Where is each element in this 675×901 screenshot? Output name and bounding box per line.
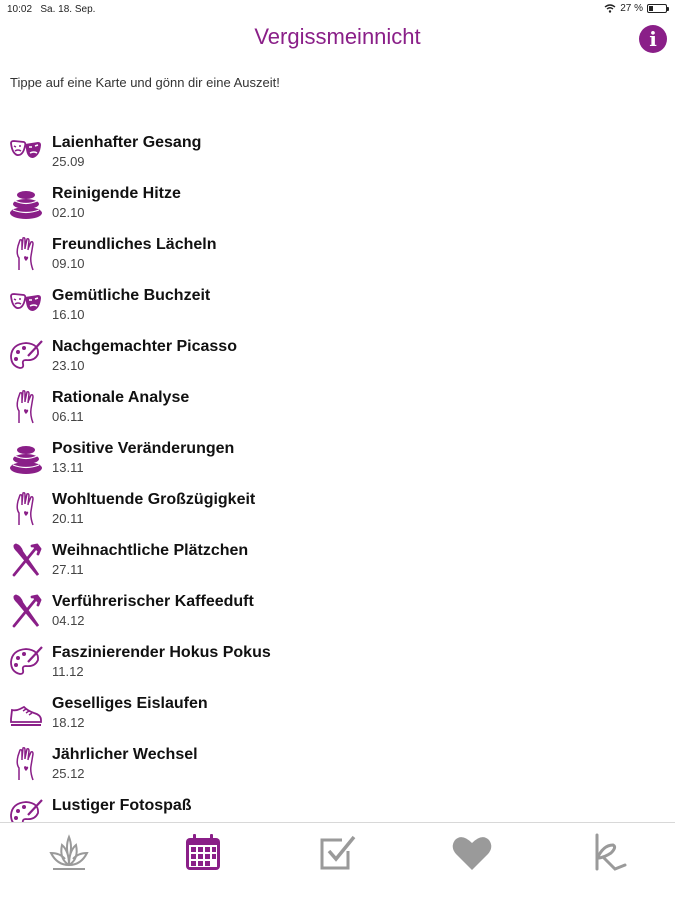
tab-checkbox[interactable] (316, 831, 360, 875)
instruction-text: Tippe auf eine Karte und gönn dir eine Auszeit! (10, 75, 280, 90)
card-list-item[interactable] (0, 336, 675, 387)
battery-icon (647, 4, 667, 13)
card-list (0, 132, 675, 822)
calendar-icon (181, 831, 225, 875)
hot-stones-icon (8, 185, 44, 221)
card-date: 11.12 (52, 664, 84, 679)
card-title: Reinigende Hitze (52, 185, 181, 202)
hand-heart-icon (8, 491, 44, 527)
fork-knife-icon (8, 542, 44, 578)
page-title: Vergissmeinnicht (254, 24, 421, 49)
hand-heart-icon (8, 389, 44, 425)
card-title: Verführerischer Kaffeeduft (52, 593, 254, 610)
battery-percent: 27 % (620, 3, 643, 14)
theater-masks-icon (8, 134, 44, 170)
card-date: 27.11 (52, 562, 84, 577)
tab-lotus[interactable] (47, 831, 91, 875)
card-date: 02.10 (52, 205, 85, 220)
card-date: 06.11 (52, 409, 84, 424)
hot-stones-icon (8, 440, 44, 476)
card-date: 09.10 (52, 256, 85, 271)
card-title: Gemütliche Buchzeit (52, 287, 211, 304)
hand-heart-icon (8, 746, 44, 782)
card-list-item[interactable] (0, 387, 675, 438)
status-time-date: 10:02 Sa. 18. Sep. (7, 4, 96, 15)
card-list-item[interactable] (0, 795, 675, 822)
palette-icon (8, 338, 44, 374)
lotus-icon (47, 831, 91, 875)
card-list-item[interactable] (0, 183, 675, 234)
card-title: Rationale Analyse (52, 389, 190, 406)
card-list-item[interactable] (0, 591, 675, 642)
card-title: Jährlicher Wechsel (52, 746, 198, 763)
card-date: 04.12 (52, 613, 85, 628)
card-title: Faszinierender Hokus Pokus (52, 644, 271, 661)
card-title: Nachgemachter Picasso (52, 338, 237, 355)
card-title: Wohltuende Großzügigkeit (52, 491, 256, 508)
tab-k-logo[interactable] (585, 831, 629, 875)
card-list-item[interactable] (0, 285, 675, 336)
card-title: Lustiger Fotospaß (52, 797, 192, 814)
card-list-item[interactable] (0, 132, 675, 183)
card-title: Freundliches Lächeln (52, 236, 217, 253)
fork-knife-icon (8, 593, 44, 629)
palette-icon (8, 644, 44, 680)
card-date: 25.09 (52, 154, 85, 169)
card-date: 20.11 (52, 511, 84, 526)
card-list-item[interactable] (0, 234, 675, 285)
card-date: 16.10 (52, 307, 85, 322)
theater-masks-icon (8, 287, 44, 323)
card-title: Weihnachtliche Plätzchen (52, 542, 249, 559)
card-date: 25.12 (52, 766, 85, 781)
checkbox-icon (316, 831, 360, 875)
tab-calendar[interactable] (181, 831, 225, 875)
tab-heart[interactable] (450, 831, 494, 875)
tab-bar (0, 822, 675, 901)
hand-heart-icon (8, 236, 44, 272)
sneaker-icon (8, 695, 44, 731)
status-right (604, 3, 667, 14)
heart-icon (450, 831, 494, 875)
card-title: Geselliges Eislaufen (52, 695, 208, 712)
card-list-item[interactable] (0, 540, 675, 591)
info-icon[interactable]: i (639, 25, 667, 53)
card-list-item[interactable] (0, 693, 675, 744)
card-date: 23.10 (52, 358, 85, 373)
status-bar (0, 0, 675, 18)
k-logo-icon (585, 831, 629, 875)
card-list-item[interactable] (0, 744, 675, 795)
card-list-item[interactable] (0, 642, 675, 693)
card-title: Laienhafter Gesang (52, 134, 202, 151)
palette-icon (8, 797, 44, 822)
card-title: Positive Veränderungen (52, 440, 235, 457)
wifi-icon (604, 4, 616, 13)
card-date: 13.11 (52, 460, 84, 475)
card-list-item[interactable] (0, 438, 675, 489)
card-list-item[interactable] (0, 489, 675, 540)
card-date: 18.12 (52, 715, 85, 730)
